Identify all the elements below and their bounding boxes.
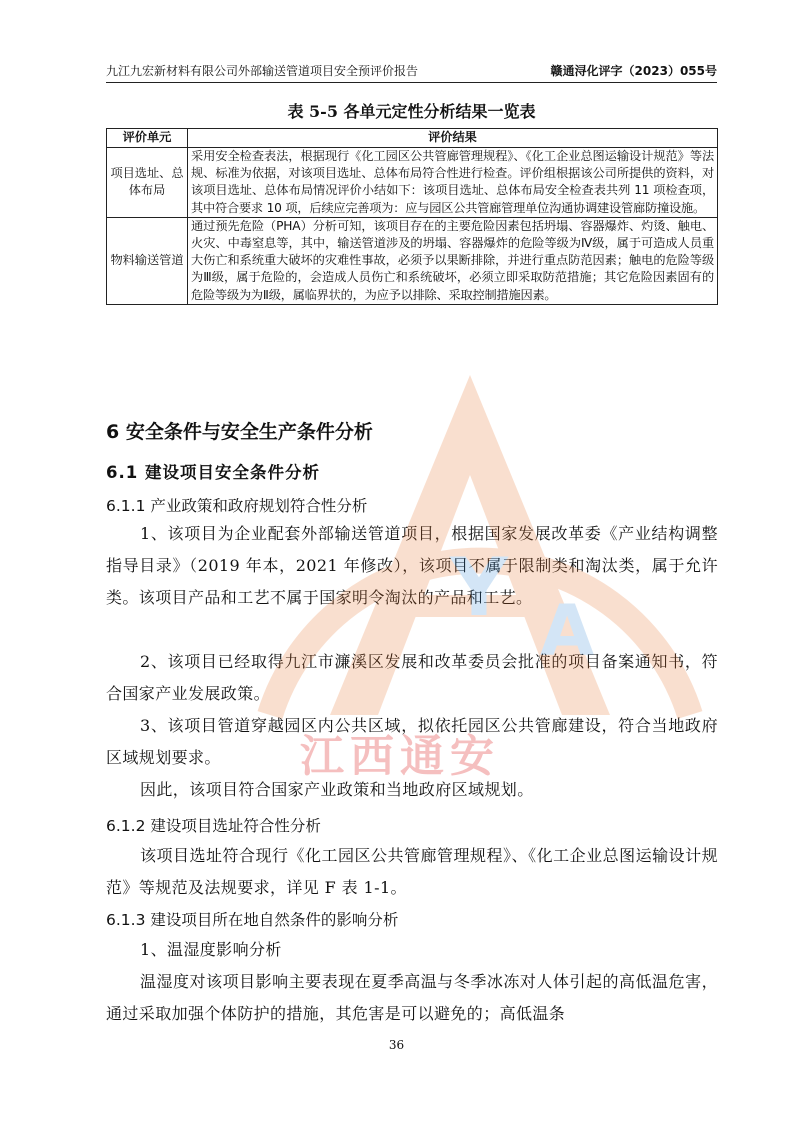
- unit-cell: 项目选址、总体布局: [107, 148, 188, 218]
- section-heading-6-1-2: 6.1.2 建设项目选址符合性分析: [106, 817, 321, 835]
- result-cell: 通过预先危险（PHA）分析可知，该项目存在的主要危险因素包括坍塌、容器爆炸、灼烫、触电、火灾、中毒窒息等，其中，输送管道涉及的坍塌、容器爆炸的危险等级为Ⅳ级，属于可造成人员重大伤亡和系统重大破坏的灾难性事故，必须予以果断排除，并进行重点防范因素；触电的危险等级为Ⅲ级，属于危险的，会造成人员伤亡和系统破坏，必须立即采取防范措施；其它危险因素固有的危险等级为为Ⅱ级，属临界状的，为应予以排除、采取控制措施因素。: [188, 217, 718, 304]
- result-cell: 采用安全检查表法，根据现行《化工园区公共管廊管理规程》、《化工企业总图运输设计规范》等法规、标准为依据，对该项目选址、总体布局符合性进行检查。评价组根据该公司所提供的资料，对该项目选址、总体布局情况评价小结如下：该项目选址、总体布局安全检查表共列 11 项检查项，其中符合要求 10 项，后续应完善项为：应与园区公共管廊管理单位沟通协调建设管廊防撞设施。: [188, 148, 718, 218]
- svg-text:A: A: [540, 590, 595, 672]
- svg-text:Y: Y: [450, 541, 508, 634]
- table-row: [107, 217, 718, 304]
- table-row: [107, 148, 718, 218]
- page-header: [106, 60, 717, 83]
- table-header-row: [107, 129, 718, 148]
- section-heading-6-1-1: 6.1.1 产业政策和政府规划符合性分析: [106, 497, 368, 515]
- paragraph: 1、该项目为企业配套外部输送管道项目，根据国家发展改革委《产业结构调整指导目录》（2019 年本，2021 年修改），该项目不属于限制类和淘汰类，属于允许类。该项目产品和工艺不属于国家明令淘汰的产品和工艺。: [106, 524, 718, 607]
- header-report-title: 九江九宏新材料有限公司外部输送管道项目安全预评价报告: [106, 64, 419, 78]
- paragraph: 该项目选址符合现行《化工园区公共管廊管理规程》、《化工企业总图运输设计规范》等规范及法规要求，详见 F 表 1-1。: [106, 846, 718, 897]
- section-heading-6-1: 6.1 建设项目安全条件分析: [106, 463, 320, 482]
- paragraph: 2、该项目已经取得九江市濂溪区发展和改革委员会批准的项目备案通知书，符合国家产业发展政策。: [106, 652, 718, 703]
- header-report-number: 赣通浔化评字（2023）055号: [550, 64, 717, 78]
- table-title: 表 5-5 各单元定性分析结果一览表: [287, 102, 536, 121]
- paragraph: 温湿度对该项目影响主要表现在夏季高温与冬季冰冻对人体引起的高低温危害，通过采取加强个体防护的措施，其危害是可以避免的；高低温条: [106, 972, 718, 1023]
- qualitative-analysis-table: [106, 128, 718, 305]
- watermark-text: 江西通安: [300, 731, 500, 782]
- header-cell-result: 评价结果: [188, 129, 718, 148]
- paragraph: 因此，该项目符合国家产业政策和当地政府区域规划。: [140, 780, 534, 799]
- header-cell-unit: 评价单元: [107, 129, 188, 148]
- page-number: 36: [388, 1038, 405, 1052]
- paragraph: 3、该项目管道穿越园区内公共区域，拟依托园区公共管廊建设，符合当地政府区域规划要求。: [106, 716, 718, 767]
- section-heading-6: 6 安全条件与安全生产条件分析: [106, 421, 373, 443]
- unit-cell: 物料输送管道: [107, 217, 188, 304]
- paragraph: 1、温湿度影响分析: [140, 940, 282, 959]
- section-heading-6-1-3: 6.1.3 建设项目所在地自然条件的影响分析: [106, 911, 399, 929]
